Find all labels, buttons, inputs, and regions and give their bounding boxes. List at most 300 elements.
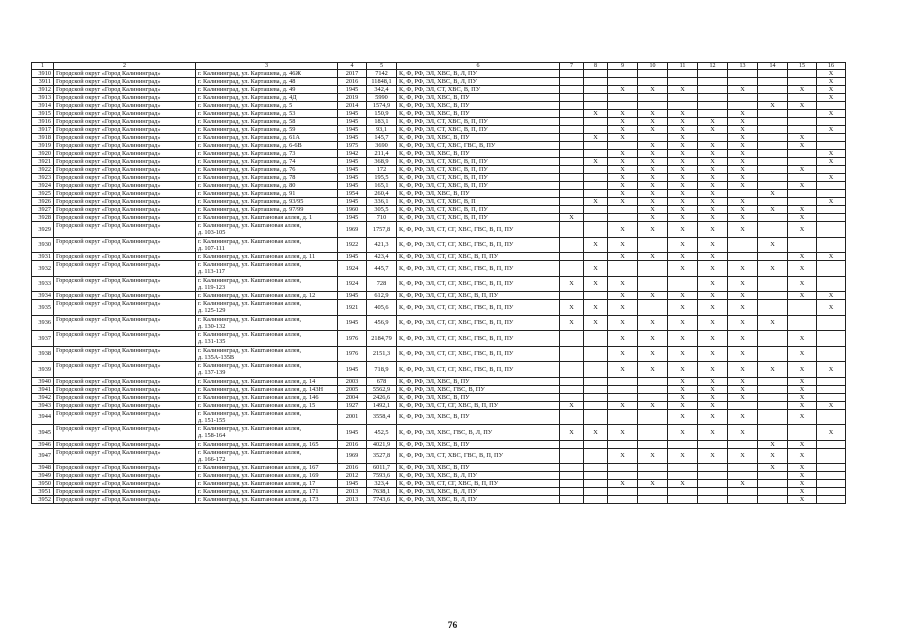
table-row xyxy=(32,166,846,174)
owner-cell: Городской округ «Город Калининград» xyxy=(54,182,196,190)
year-cell: 1924 xyxy=(338,261,367,277)
address-line: г. Калининград, ул. Каштановая аллея, xyxy=(198,222,302,229)
mark-cell xyxy=(560,464,584,472)
mark-cell xyxy=(560,261,584,277)
address-cell: г. Калининград, ул. Каштановая аллея, д. 17 xyxy=(196,480,338,488)
mark-cell xyxy=(758,174,788,182)
equipment-cell: К, Ф, РФ, ЭЛ, СТ, СГ, ХВС, ГВС, В, П, ПУ xyxy=(397,300,560,316)
mark-cell: X xyxy=(668,142,698,150)
mark-cell: X xyxy=(698,214,728,222)
mark-cell: X xyxy=(788,261,817,277)
mark-cell xyxy=(608,142,638,150)
address-cell xyxy=(196,362,338,378)
equipment-cell: К, Ф, РФ, ЭЛ, ХВС, В, Л, ПУ xyxy=(397,472,560,480)
mark-cell xyxy=(668,276,698,292)
owner-cell: Городской округ «Город Калининград» xyxy=(54,261,196,277)
mark-cell: X xyxy=(758,362,788,378)
equipment-cell: К, Ф, РФ, ЭЛ, СТ, ХВС, В, П, ПУ xyxy=(397,126,560,134)
address-house-line: д. 158-164 xyxy=(198,432,226,439)
owner-cell: Городской округ «Город Калининград» xyxy=(54,440,196,448)
mark-cell: X xyxy=(584,198,608,206)
column-number-cell: 10 xyxy=(638,63,668,70)
mark-cell: X xyxy=(584,300,608,316)
equipment-cell: К, Ф, РФ, ЭЛ, СТ, ХВС, В, П, ПУ xyxy=(397,166,560,174)
mark-cell: X xyxy=(698,300,728,316)
mark-cell xyxy=(560,110,584,118)
year-cell: 1945 xyxy=(338,158,367,166)
mark-cell xyxy=(608,377,638,385)
mark-cell xyxy=(560,496,584,504)
mark-cell: X xyxy=(668,150,698,158)
row-number-cell: 3924 xyxy=(32,182,54,190)
owner-cell: Городской округ «Город Калининград» xyxy=(54,480,196,488)
mark-cell xyxy=(817,190,846,198)
address-cell: г. Калининград, ул. Каштановая аллея, д. 143Н xyxy=(196,385,338,393)
address-cell: г. Калининград, ул. Карташева, д. 49 xyxy=(196,86,338,94)
mark-cell xyxy=(788,158,817,166)
address-line: г. Калининград, ул. Каштановая аллея, xyxy=(198,331,302,338)
mark-cell: X xyxy=(728,118,758,126)
mark-cell xyxy=(584,94,608,102)
year-cell: 1945 xyxy=(338,118,367,126)
mark-cell: X xyxy=(698,158,728,166)
column-number-cell: 9 xyxy=(608,63,638,70)
mark-cell: X xyxy=(817,253,846,261)
mark-cell xyxy=(817,214,846,222)
area-cell: 368,9 xyxy=(367,158,397,166)
mark-cell xyxy=(788,126,817,134)
mark-cell: X xyxy=(608,134,638,142)
row-number-cell: 3944 xyxy=(32,409,54,425)
table-row xyxy=(32,118,846,126)
mark-cell: X xyxy=(638,214,668,222)
mark-cell xyxy=(698,102,728,110)
year-cell: 1945 xyxy=(338,174,367,182)
year-cell: 1945 xyxy=(338,86,367,94)
address-cell: г. Калининград, ул. Каштановая аллея, д. 165 xyxy=(196,440,338,448)
mark-cell: X xyxy=(698,182,728,190)
mark-cell xyxy=(728,94,758,102)
mark-cell: X xyxy=(728,362,758,378)
mark-cell: X xyxy=(788,142,817,150)
mark-cell: X xyxy=(584,276,608,292)
mark-cell xyxy=(758,276,788,292)
address-cell: г. Калининград, ул. Карташева, д. 61А xyxy=(196,134,338,142)
mark-cell: X xyxy=(728,174,758,182)
mark-cell: X xyxy=(560,300,584,316)
mark-cell: X xyxy=(758,448,788,464)
mark-cell xyxy=(608,496,638,504)
equipment-cell: К, Ф, РФ, ЭЛ, ХВС, В, ПУ xyxy=(397,134,560,142)
mark-cell: X xyxy=(698,166,728,174)
owner-cell: Городской округ «Город Калининград» xyxy=(54,276,196,292)
address-cell: г. Калининград, ул. Карташева, д. 78 xyxy=(196,174,338,182)
year-cell: 1927 xyxy=(338,401,367,409)
equipment-cell: К, Ф, РФ, ЭЛ, ХВС, В, Л, ПУ xyxy=(397,496,560,504)
mark-cell: X xyxy=(668,86,698,94)
mark-cell xyxy=(584,150,608,158)
table-row xyxy=(32,253,846,261)
table-row xyxy=(32,174,846,182)
column-number-cell: 7 xyxy=(560,63,584,70)
address-house-line: д. 151-155 xyxy=(198,416,226,424)
mark-cell xyxy=(758,401,788,409)
mark-cell: X xyxy=(668,425,698,441)
mark-cell xyxy=(584,377,608,385)
table-row xyxy=(32,198,846,206)
address-cell: г. Калининград, ул. Карташева, д. 53 xyxy=(196,110,338,118)
mark-cell: X xyxy=(788,166,817,174)
year-cell: 2019 xyxy=(338,94,367,102)
owner-cell: Городской округ «Город Калининград» xyxy=(54,118,196,126)
year-cell: 1945 xyxy=(338,253,367,261)
table-row xyxy=(32,292,846,300)
mark-cell: X xyxy=(817,300,846,316)
mark-cell: X xyxy=(668,480,698,488)
mark-cell xyxy=(817,276,846,292)
owner-cell: Городской округ «Город Калининград» xyxy=(54,331,196,347)
equipment-cell: К, Ф, РФ, ЭЛ, ХВС, В, ПУ xyxy=(397,377,560,385)
mark-cell: X xyxy=(817,70,846,78)
mark-cell: X xyxy=(728,331,758,347)
mark-cell xyxy=(560,480,584,488)
mark-cell: X xyxy=(788,496,817,504)
mark-cell xyxy=(668,70,698,78)
column-number-cell: 3 xyxy=(196,63,338,70)
area-cell: 1574,9 xyxy=(367,102,397,110)
table-row xyxy=(32,142,846,150)
mark-cell: X xyxy=(638,166,668,174)
mark-cell xyxy=(584,78,608,86)
mark-cell: X xyxy=(668,315,698,331)
mark-cell xyxy=(584,496,608,504)
mark-cell xyxy=(638,276,668,292)
mark-cell: X xyxy=(728,198,758,206)
mark-cell: X xyxy=(608,448,638,464)
area-cell: 4021,9 xyxy=(367,440,397,448)
mark-cell: X xyxy=(698,276,728,292)
year-cell: 1969 xyxy=(338,222,367,238)
mark-cell: X xyxy=(788,222,817,238)
row-number-cell: 3952 xyxy=(32,496,54,504)
mark-cell: X xyxy=(668,206,698,214)
mark-cell xyxy=(560,488,584,496)
mark-cell: X xyxy=(728,206,758,214)
mark-cell xyxy=(638,393,668,401)
owner-cell: Городской округ «Город Калининград» xyxy=(54,94,196,102)
year-cell: 1945 xyxy=(338,315,367,331)
area-cell: 5562,9 xyxy=(367,385,397,393)
mark-cell xyxy=(668,496,698,504)
mark-cell: X xyxy=(668,401,698,409)
table-row xyxy=(32,362,846,378)
mark-cell xyxy=(584,126,608,134)
address-line: г. Калининград, ул. Каштановая аллея, xyxy=(198,261,302,268)
mark-cell xyxy=(758,70,788,78)
mark-cell xyxy=(817,496,846,504)
mark-cell: X xyxy=(638,222,668,238)
mark-cell xyxy=(728,78,758,86)
address-cell xyxy=(196,222,338,238)
mark-cell xyxy=(728,472,758,480)
row-number-cell: 3927 xyxy=(32,206,54,214)
mark-cell xyxy=(817,166,846,174)
owner-cell: Городской округ «Город Калининград» xyxy=(54,86,196,94)
year-cell: 1945 xyxy=(338,110,367,118)
equipment-cell: К, Ф, РФ, ЭЛ, ХВС, В, ПУ xyxy=(397,110,560,118)
mark-cell xyxy=(698,464,728,472)
mark-cell: X xyxy=(728,480,758,488)
row-number-cell: 3933 xyxy=(32,276,54,292)
mark-cell: X xyxy=(758,464,788,472)
table-row xyxy=(32,300,846,316)
address-cell: г. Калининград, ул. Карташева, д. 46Ж xyxy=(196,70,338,78)
row-number-cell: 3931 xyxy=(32,253,54,261)
mark-cell xyxy=(560,393,584,401)
table-row xyxy=(32,78,846,86)
row-number-cell: 3938 xyxy=(32,346,54,362)
address-cell xyxy=(196,409,338,425)
mark-cell xyxy=(817,377,846,385)
mark-cell xyxy=(560,102,584,110)
mark-cell xyxy=(817,409,846,425)
mark-cell: X xyxy=(728,110,758,118)
address-house-line: д. 130-132 xyxy=(198,322,226,330)
column-number-cell: 12 xyxy=(698,63,728,70)
mark-cell: X xyxy=(788,362,817,378)
mark-cell xyxy=(817,142,846,150)
mark-cell xyxy=(584,393,608,401)
mark-cell xyxy=(638,102,668,110)
row-number-cell: 3918 xyxy=(32,134,54,142)
mark-cell xyxy=(758,110,788,118)
mark-cell xyxy=(758,331,788,347)
table-row xyxy=(32,86,846,94)
mark-cell xyxy=(560,237,584,253)
owner-cell: Городской округ «Город Калининград» xyxy=(54,110,196,118)
row-number-cell: 3910 xyxy=(32,70,54,78)
address-cell: г. Калининград, ул. Каштановая аллея, д. 171 xyxy=(196,488,338,496)
area-cell: 336,1 xyxy=(367,198,397,206)
mark-cell xyxy=(584,346,608,362)
area-cell: 452,5 xyxy=(367,425,397,441)
equipment-cell: К, Ф, РФ, ЭЛ, СТ, ХВС, В, П xyxy=(397,198,560,206)
area-cell: 93,1 xyxy=(367,126,397,134)
mark-cell: X xyxy=(788,488,817,496)
mark-cell: X xyxy=(698,346,728,362)
address-house-line: д. 103-105 xyxy=(198,229,226,236)
mark-cell xyxy=(817,206,846,214)
mark-cell: X xyxy=(817,401,846,409)
mark-cell: X xyxy=(788,102,817,110)
year-cell: 2012 xyxy=(338,472,367,480)
table-row xyxy=(32,158,846,166)
mark-cell: X xyxy=(817,126,846,134)
equipment-cell: К, Ф, РФ, ЭЛ, СТ, ХВС, В, П, ПУ xyxy=(397,206,560,214)
equipment-cell: К, Ф, РФ, ЭЛ, ХВС, В, ПУ xyxy=(397,94,560,102)
equipment-cell: К, Ф, РФ, ЭЛ, СТ, СГ, ХВС, ГВС, В, П, ПУ xyxy=(397,315,560,331)
equipment-cell: К, Ф, РФ, ЭЛ, СТ, СГ, ХВС, В, П, ПУ xyxy=(397,401,560,409)
mark-cell: X xyxy=(788,385,817,393)
mark-cell: X xyxy=(638,331,668,347)
mark-cell: X xyxy=(608,331,638,347)
mark-cell: X xyxy=(668,126,698,134)
mark-cell xyxy=(668,102,698,110)
mark-cell xyxy=(638,496,668,504)
mark-cell xyxy=(584,472,608,480)
mark-cell xyxy=(638,134,668,142)
mark-cell: X xyxy=(560,401,584,409)
mark-cell xyxy=(584,253,608,261)
mark-cell xyxy=(560,182,584,190)
equipment-cell: К, Ф, РФ, ЭЛ, СТ, СГ, ХВС, ГВС, В, П, ПУ xyxy=(397,261,560,277)
mark-cell xyxy=(788,78,817,86)
mark-cell: X xyxy=(758,440,788,448)
area-cell: 3558,4 xyxy=(367,409,397,425)
mark-cell: X xyxy=(638,346,668,362)
mark-cell xyxy=(584,206,608,214)
mark-cell xyxy=(584,70,608,78)
mark-cell xyxy=(584,409,608,425)
mark-cell xyxy=(788,94,817,102)
owner-cell: Городской округ «Город Калининград» xyxy=(54,346,196,362)
mark-cell xyxy=(584,362,608,378)
equipment-cell: К, Ф, РФ, ЭЛ, ХВС, В, Л, ПУ xyxy=(397,78,560,86)
mark-cell xyxy=(584,182,608,190)
mark-cell xyxy=(728,464,758,472)
mark-cell: X xyxy=(668,377,698,385)
mark-cell: X xyxy=(788,134,817,142)
equipment-cell: К, Ф, РФ, ЭЛ, СТ, СГ, ХВС, ГВС, В, П, ПУ xyxy=(397,362,560,378)
mark-cell xyxy=(698,488,728,496)
mark-cell: X xyxy=(668,261,698,277)
mark-cell xyxy=(608,78,638,86)
mark-cell xyxy=(758,472,788,480)
row-number-cell: 3943 xyxy=(32,401,54,409)
mark-cell xyxy=(728,237,758,253)
row-number-cell: 3911 xyxy=(32,78,54,86)
row-number-cell: 3914 xyxy=(32,102,54,110)
equipment-cell: К, Ф, РФ, ЭЛ, ХВС, В, ПУ xyxy=(397,190,560,198)
mark-cell xyxy=(817,346,846,362)
mark-cell: X xyxy=(788,409,817,425)
owner-cell: Городской округ «Город Калининград» xyxy=(54,214,196,222)
area-cell: 305,5 xyxy=(367,206,397,214)
mark-cell xyxy=(728,440,758,448)
table-row xyxy=(32,276,846,292)
owner-cell: Городской округ «Город Калининград» xyxy=(54,222,196,238)
year-cell: 2005 xyxy=(338,385,367,393)
mark-cell: X xyxy=(788,214,817,222)
column-number-row xyxy=(32,63,846,70)
year-cell: 2016 xyxy=(338,440,367,448)
address-cell: г. Калининград, ул. Карташева, д. 4Д xyxy=(196,94,338,102)
area-cell: 7593,6 xyxy=(367,472,397,480)
table-row xyxy=(32,126,846,134)
mark-cell: X xyxy=(817,86,846,94)
address-cell xyxy=(196,276,338,292)
equipment-cell: К, Ф, РФ, ЭЛ, ХВС, В, ПУ xyxy=(397,393,560,401)
mark-cell: X xyxy=(608,276,638,292)
address-cell xyxy=(196,346,338,362)
owner-cell: Городской округ «Город Калининград» xyxy=(54,142,196,150)
address-house-line: д. 125-129 xyxy=(198,307,226,314)
mark-cell xyxy=(638,300,668,316)
mark-cell: X xyxy=(638,253,668,261)
mark-cell xyxy=(668,464,698,472)
mark-cell xyxy=(638,377,668,385)
mark-cell xyxy=(758,253,788,261)
equipment-cell: К, Ф, РФ, ЭЛ, ХВС, ГВС, В, ПУ xyxy=(397,385,560,393)
mark-cell: X xyxy=(668,214,698,222)
mark-cell: X xyxy=(668,331,698,347)
mark-cell xyxy=(788,110,817,118)
mark-cell: X xyxy=(728,315,758,331)
mark-cell: X xyxy=(698,237,728,253)
mark-cell: X xyxy=(668,346,698,362)
address-cell: г. Калининград, ул. Каштановая аллея, д. 12 xyxy=(196,292,338,300)
owner-cell: Городской округ «Город Калининград» xyxy=(54,206,196,214)
year-cell: 1960 xyxy=(338,206,367,214)
area-cell: 718,9 xyxy=(367,362,397,378)
mark-cell xyxy=(608,261,638,277)
year-cell: 1945 xyxy=(338,182,367,190)
address-cell xyxy=(196,425,338,441)
equipment-cell: К, Ф, РФ, ЭЛ, СТ, ХВС, В, П, ПУ xyxy=(397,158,560,166)
column-number-cell: 1 xyxy=(32,63,54,70)
mark-cell xyxy=(698,472,728,480)
mark-cell xyxy=(584,214,608,222)
column-number-cell: 6 xyxy=(397,63,560,70)
area-cell: 6011,7 xyxy=(367,464,397,472)
mark-cell: X xyxy=(608,222,638,238)
mark-cell: X xyxy=(608,480,638,488)
address-cell xyxy=(196,331,338,347)
area-cell: 7638,1 xyxy=(367,488,397,496)
year-cell: 1922 xyxy=(338,237,367,253)
mark-cell: X xyxy=(698,315,728,331)
housing-registry-sheet xyxy=(31,62,846,504)
equipment-cell: К, Ф, РФ, ЭЛ, ХВС, В, ПУ xyxy=(397,102,560,110)
mark-cell xyxy=(788,70,817,78)
mark-cell: X xyxy=(584,261,608,277)
address-cell: г. Калининград, ул. Карташева, д. 93/95 xyxy=(196,198,338,206)
table-row xyxy=(32,401,846,409)
mark-cell: X xyxy=(584,237,608,253)
mark-cell xyxy=(788,174,817,182)
mark-cell xyxy=(698,70,728,78)
row-number-cell: 3915 xyxy=(32,110,54,118)
mark-cell: X xyxy=(817,94,846,102)
mark-cell xyxy=(584,118,608,126)
mark-cell xyxy=(698,440,728,448)
column-number-cell: 14 xyxy=(758,63,788,70)
table-row xyxy=(32,214,846,222)
mark-cell: X xyxy=(668,174,698,182)
mark-cell xyxy=(728,102,758,110)
area-cell: 678 xyxy=(367,377,397,385)
mark-cell: X xyxy=(788,464,817,472)
owner-cell: Городской округ «Город Калининград» xyxy=(54,102,196,110)
mark-cell xyxy=(817,134,846,142)
row-number-cell: 3932 xyxy=(32,261,54,277)
table-row xyxy=(32,409,846,425)
mark-cell: X xyxy=(668,253,698,261)
area-cell: 2151,3 xyxy=(367,346,397,362)
mark-cell xyxy=(817,182,846,190)
area-cell: 423,4 xyxy=(367,253,397,261)
mark-cell: X xyxy=(698,150,728,158)
